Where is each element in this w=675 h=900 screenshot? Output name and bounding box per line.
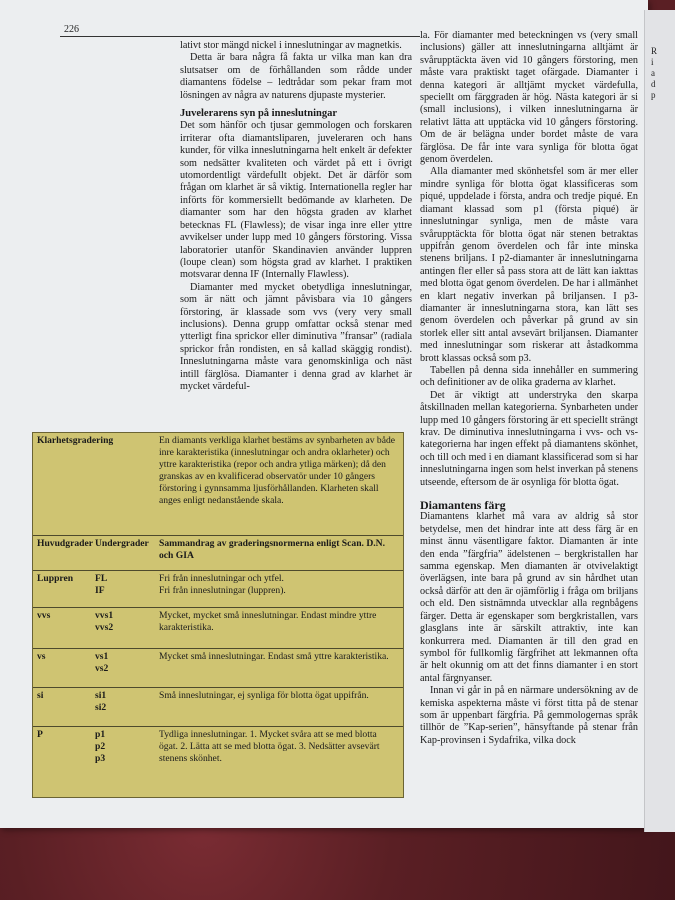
table-title: Klarhetsgradering — [37, 435, 114, 446]
grade-sub: vvs1 vvs2 — [95, 610, 114, 633]
table-intro-row — [33, 433, 403, 536]
page-number: 226 — [64, 24, 79, 35]
table-header-row — [33, 536, 403, 571]
table-row — [33, 688, 403, 727]
table-row — [33, 727, 403, 797]
next-page-fragment: R — [651, 46, 658, 56]
section-heading: Diamantens färg — [420, 498, 506, 513]
table-intro: En diamants verkliga klarhet bestäms av synbarheten av både inre karakteristika (inneslutningar och andra oklarheter) och yttre karakteristika (repor och andra ytliga märken); då den granskas av en kvalificerad observatör under 10 gångers förstoring i gynnsamma ljusförhållanden. Klarheten skall anges enligt nedanstående skala. — [159, 435, 396, 506]
next-page-edge — [644, 10, 675, 832]
grade-sub: p1 p2 p3 — [95, 729, 106, 764]
right-paragraph: la. För diamanter med beteckningen vs (very small inclusions) gäller att inneslutningarna alltjämt är svårupptäckta även vid 10 gångers förstoring, men måste vara praktiskt taget ofärgade. Diamanter i denna kategori är alltjämt mycket värdefulla, speciellt om färggraden är hög. Nästa kategori är si (small inclusions), i vilken inneslutningarna är relativt lätta att upptäcka vid 10 gångers förstoring. Om de är belägna under bordet måste de vara färglösa. De får inte vara synliga för blotta ögat genom överdelen. — [420, 30, 638, 166]
grade-desc: Tydliga inneslutningar. 1. Mycket svåra att se med blotta ögat. 2. Lätta att se med blotta ögat. 3. Nedsätter avsevärt stenens skönhet. — [159, 729, 380, 764]
grade-desc: Små inneslutningar, ej synliga för blotta ögat uppifrån. — [159, 690, 369, 701]
table-row — [33, 608, 403, 649]
grade-main: vvs — [37, 610, 51, 621]
right-paragraph: Diamantens klarhet må vara av aldrig så stor betydelse, men det hindrar inte att dess färg är en minst ännu väsentligare faktor. Diamanten är inte den enda ”färgfria” ädelstenen – bergkristallen har samma egenskap. Men diamanten är otvivelaktigt överlägsen, inte bara på grund av sin hårdhet utan också därför att den är ojämförlig i fråga om briljans och eld. Den sistnämnda utvecklar alla regnbågens färger. Detta är egenskaper som bergkristallen, vars glasglans inte är särskilt attraktiv, inte kan konkurrera med. Diamanten är till den grad en symbol för fullkomlig färgfrihet att lekmannen ofta är helt okunnig om att det finns diamanter i en stort antal färgnyanser. — [420, 511, 638, 684]
table-row — [33, 649, 403, 688]
next-page-fragment: i — [651, 57, 654, 67]
grade-main: Luppren — [37, 573, 74, 584]
left-paragraph: Diamanter med mycket obetydliga inneslutningar, som är nätt och jämnt påvisbara via 10 gångers förstoring, är klassade som vvs (very very small inclusions). Denna grupp omfattar också stenar med ytterligt fina sprickor eller diminutiva ”fransar” (radiala sprickor från rondisten, en så kallad skäggig rondist). Inneslutningarna måste vara genomskinliga och näst intill färglösa. Diamanter i denna grad av klarhet är mycket värdeful- — [180, 281, 412, 392]
table-row — [33, 571, 403, 608]
grade-main: vs — [37, 651, 46, 662]
right-paragraph: Tabellen på denna sida innehåller en summering och definitioner av de olika graderna av klarhet. — [420, 364, 638, 389]
header-sub-grades: Undergrader — [95, 538, 149, 549]
left-column — [180, 40, 412, 393]
grade-desc: Fri från inneslutningar och ytfel. Fri från inneslutningar (luppren). — [159, 573, 286, 596]
right-column — [420, 30, 638, 747]
right-paragraph: Alla diamanter med skönhetsfel som är mer eller mindre synliga för blotta ögat klassificeras som piqué, uppdelade i första, andra och tredje piqué. En diamant klassad som p1 (första piqué) är inneslutningar synliga, men de måste vara svårupptäckta för blotta ögat när stenen betraktas uppifrån genom överdelen och får inte minska stenens briljans. I p2-diamanter är inneslutningarna antingen fler eller så pass stora att de lätt kan iakttas med blotta ögat genom överdelen. De har i allmänhet en klart negativ inverkan på briljansen. I p3-diamanter är inneslutningarna stora, kan lätt ses genom överdelen och påverkar på grund av sin storlek eller sitt antal avsevärt briljansen. Diamanter med inneslutningar som riskerar att åstadkomma brott klassas också som p3. — [420, 166, 638, 364]
next-page-fragment: a — [651, 68, 655, 78]
grade-sub: vs1 vs2 — [95, 651, 109, 674]
next-page-fragment: p — [651, 90, 656, 100]
left-paragraph: Det som hänför och tjusar gemmologen och forskaren irriterar ofta diamantsliparen, juveleraren och hans kunder, för vilka inneslutningarna helt enkelt är defekter som nedsätter kvaliteten och värdet på ett i övrigt utomordentligt värdefullt objekt. Det är därför som frågan om klarhet är så viktig. Internationella regler har införts för kommersiellt bedömande av klarheten. De diamanter som har den högsta graden av klarhet betecknas FL (Flawless); de visar inga inre eller yttre avvikelser under lupp med 10 gångers förstoring. Vissa laboratorier utanför Skandinavien använder luppren (loupe clean) som högsta grad av klarhet. I praktiken motsvarar denna IF (Internally Flawless). — [180, 120, 412, 281]
grade-desc: Mycket, mycket små inneslutningar. Endast mindre yttre karakteristika. — [159, 610, 377, 633]
next-page-fragment: d — [651, 79, 656, 89]
grade-sub: si1 si2 — [95, 690, 107, 713]
header-rule — [60, 36, 420, 37]
grade-sub: FL IF — [95, 573, 108, 596]
grade-desc: Mycket små inneslutningar. Endast små yttre karakteristika. — [159, 651, 389, 662]
section-heading: Juvelerarens syn på inneslutningar — [180, 108, 338, 120]
right-paragraph: Innan vi går in på en närmare undersökning av de kemiska aspekterna måste vi först titta på de stenar som är uppenbart färgfria. På gemmologernas språk tillhör de ”Kap-serien”, hänsyftande på stenar från Kap-provinsen i Sydafrika, vilka dock — [420, 685, 638, 746]
right-paragraph: Det är viktigt att understryka den skarpa åtskillnaden mellan kategorierna. Synbarheten under lupp med 10 gångers förstoring är ett speciellt strängt krav. De diminutiva inneslutningarna i vvs- och vs-kategorierna har ingen effekt på diamantens skönhet, och till och med i en diamant klassificerad som si har inneslutningarna ingen som helst inverkan på stenens utseende, eftersom de är osynliga för blotta ögat. — [420, 389, 638, 488]
left-paragraph: lativt stor mängd nickel i inneslutningar av magnetkis. — [180, 40, 402, 51]
header-main-grades: Huvudgrader — [37, 538, 93, 549]
header-summary: Sammandrag av graderingsnormerna enligt Scan. D.N. och GIA — [159, 538, 385, 561]
grade-main: si — [37, 690, 44, 701]
grade-main: P — [37, 729, 43, 740]
left-paragraph: Detta är bara några få fakta ur vilka man kan dra slutsatser om de förhållanden som rådde under diamantens födelse – ledtrådar som pekar fram mot lösningen av några av naturens djupaste mysterier. — [180, 52, 412, 101]
clarity-grading-table — [32, 432, 404, 798]
